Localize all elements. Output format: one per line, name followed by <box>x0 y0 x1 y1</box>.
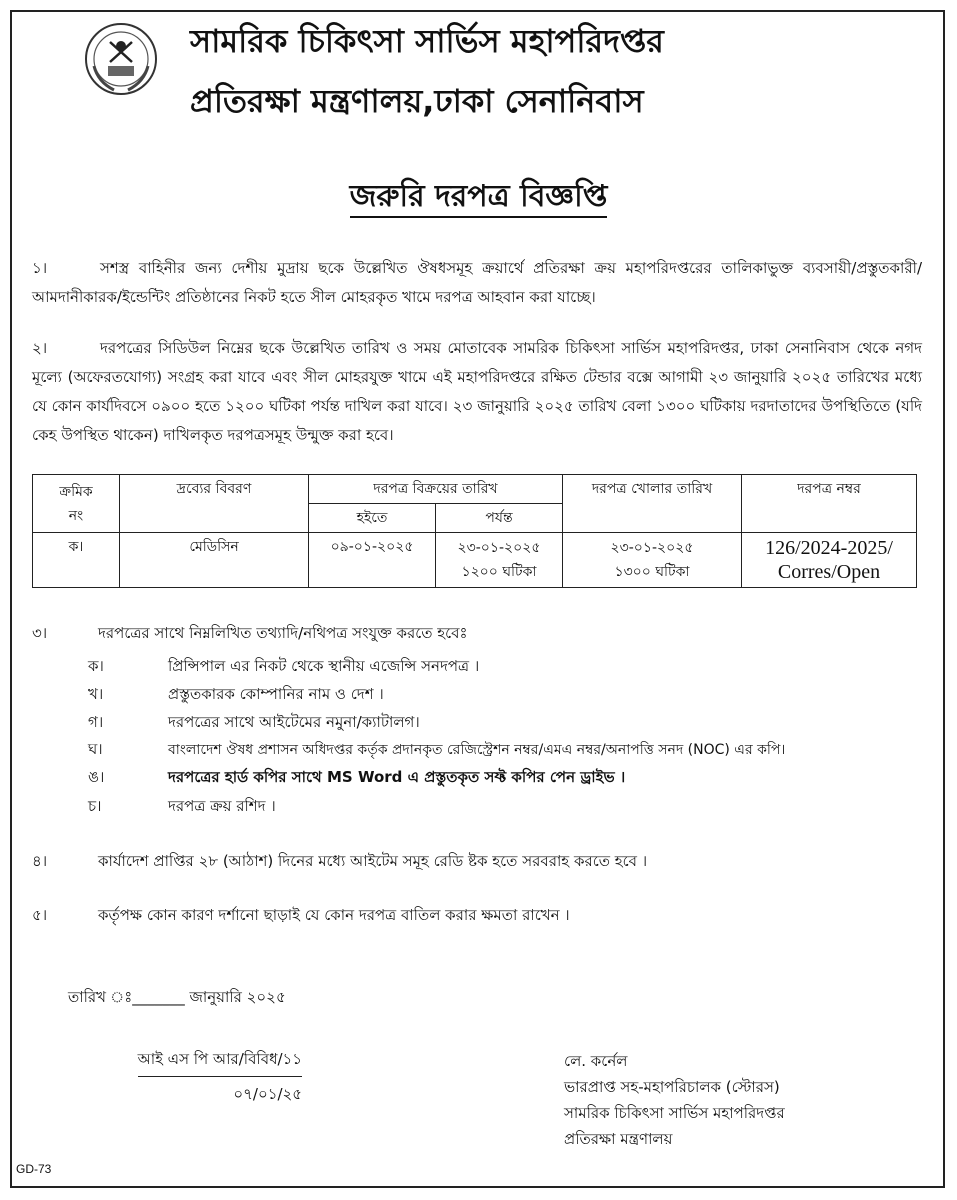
list-item-label: ঙ। <box>88 768 105 786</box>
section-text: কার্যাদেশ প্রাপ্তির ২৮ (আঠাশ) দিনের মধ্যে আইটেম সমূহ রেডি ষ্টক হতে সরবরাহ করতে হবে । <box>98 852 648 870</box>
cell-from: ০৯-০১-২০২৫ <box>309 533 436 588</box>
list-item-text: প্রিন্সিপাল এর নিকট থেকে স্থানীয় এজেন্সি সনদপত্র । <box>168 657 480 675</box>
reference-block <box>76 1048 302 1108</box>
reference-number: আই এস পি আর/বিবিধ/১১ <box>138 1048 302 1077</box>
tender-table <box>32 474 917 588</box>
cell-opening-date: ২৩-০১-২০২৫ <box>610 540 694 556</box>
section-number: ৩। <box>32 624 48 642</box>
list-item-label: ক। <box>88 657 104 675</box>
list-item-label: ঘ। <box>88 740 103 758</box>
list-item-text: দরপত্রের সাথে আইটেমের নমুনা/ক্যাটালগ। <box>168 713 420 731</box>
paragraph-text: সশস্ত্র বাহিনীর জন্য দেশীয় মুদ্রায় ছকে উল্লেখিত ঔষধসমূহ ক্রয়ার্থে প্রতিরক্ষা ক্রয় মহাপরিদপ্তরের তালিকাভুক্ত ব্যবসায়ী/প্রস্তুতকারী/আমদানীকারক/ইন্ডেন্টিং প্রতিষ্ঠানের নিকট হতে সীল মোহরকৃত খামে দরপত্র আহবান করা যাচ্ছে। <box>32 259 922 306</box>
paragraph-1 <box>32 254 922 312</box>
signatory-ministry: প্রতিরক্ষা মন্ত্রণালয় <box>564 1130 673 1148</box>
list-item-text: বাংলাদেশ ঔষধ প্রশাসন অধিদপ্তর কর্তৃক প্রদানকৃত রেজিস্ট্রেশন নম্বর/এমএ নম্বর/অনাপত্তি সনদ (NOC) এর কপি। <box>168 742 786 758</box>
header-from: হইতে <box>309 504 436 533</box>
table-row <box>33 533 917 588</box>
signatory-rank: লে. কর্নেল <box>564 1052 628 1070</box>
header-serial-line1: ক্রমিক <box>59 483 93 500</box>
header-serial <box>33 475 120 533</box>
paragraph-2 <box>32 334 922 450</box>
table-header-row <box>33 475 917 504</box>
cell-to-time: ১২০০ ঘটিকা <box>461 564 537 580</box>
section-3 <box>32 622 468 647</box>
list-item-label: খ। <box>88 685 104 703</box>
section-number: ৪। <box>32 852 48 870</box>
section-text: দরপত্রের সাথে নিম্নলিখিত তথ্যাদি/নথিপত্র সংযুক্ত করতে হবেঃ <box>98 624 468 642</box>
paragraph-number: ১। <box>32 259 48 277</box>
notice-title <box>0 172 957 223</box>
footer-code: GD-73 <box>16 1162 52 1176</box>
cell-serial: ক। <box>33 533 120 588</box>
organization-name: সামরিক চিকিৎসা সার্ভিস মহাপরিদপ্তর <box>190 22 664 60</box>
cell-opening-time: ১৩০০ ঘটিকা <box>614 564 690 580</box>
list-item <box>88 795 276 820</box>
cell-tender-no <box>742 533 917 588</box>
signatory-office: সামরিক চিকিৎসা সার্ভিস মহাপরিদপ্তর <box>564 1104 785 1122</box>
paragraph-text: দরপত্রের সিডিউল নিম্নের ছকে উল্লেখিত তারিখ ও সময় মোতাবেক সামরিক চিকিৎসা সার্ভিস মহাপরিদপ্তর, ঢাকা সেনানিবাস থেকে নগদ মূল্যে (অফেরতযোগ্য) সংগ্রহ করা যাবে এবং সীল মোহরযুক্ত খামে এই মহাপরিদপ্তরে রক্ষিত টেন্ডার বক্সে আগামী ২৩ জানুয়ারি ২০২৫ তারিখের মধ্যে যে কোন কার্যদিবসে ০৯০০ হতে ১২০০ ঘটিকা পর্যন্ত দাখিল করা যাবে। ২৩ জানুয়ারি ২০২৫ তারিখ বেলা ১৩০০ ঘটিকায় দরদাতাদের উপস্থিতিতে (যদি কেহ উপস্থিত থাকেন) দাখিলকৃত দরপত্রসমূহ উন্মুক্ত করা হবে। <box>32 339 922 444</box>
cell-opening <box>563 533 742 588</box>
cell-to-date: ২৩-০১-২০২৫ <box>457 540 541 556</box>
header-item: দ্রব্যের বিবরণ <box>120 475 309 533</box>
section-text: কর্তৃপক্ষ কোন কারণ দর্শানো ছাড়াই যে কোন দরপত্র বাতিল করার ক্ষমতা রাখেন । <box>98 906 570 924</box>
list-item <box>88 766 625 791</box>
section-4 <box>32 850 647 875</box>
cell-item: মেডিসিন <box>120 533 309 588</box>
list-item-text: দরপত্রের হার্ড কপির সাথে MS Word এ প্রস্তুতকৃত সফ্ট কপির পেন ড্রাইভ । <box>168 768 626 786</box>
paragraph-number: ২। <box>32 339 48 357</box>
signature-block <box>564 1048 785 1152</box>
header-serial-line2: নং <box>68 507 84 524</box>
list-item <box>88 655 479 680</box>
list-item-label: চ। <box>88 797 102 815</box>
notice-title-text: জরুরি দরপত্র বিজ্ঞপ্তি <box>350 179 608 218</box>
emblem-seal-icon <box>84 22 158 96</box>
list-item-label: গ। <box>88 713 104 731</box>
cell-to <box>436 533 563 588</box>
header-opening-date: দরপত্র খোলার তারিখ <box>563 475 742 533</box>
reference-date: ০৭/০১/২৫ <box>233 1085 302 1103</box>
list-item <box>88 711 420 736</box>
header-sale-date: দরপত্র বিক্রয়ের তারিখ <box>309 475 563 504</box>
list-item-text: দরপত্র ক্রয় রশিদ । <box>168 797 276 815</box>
date-line: তারিখ ঃ_______ জানুয়ারি ২০২৫ <box>68 988 286 1006</box>
list-item <box>88 738 785 763</box>
tender-no-line1: 126/2024-2025/ <box>765 537 893 559</box>
list-item <box>88 683 384 708</box>
section-5 <box>32 904 570 929</box>
ministry-location: প্রতিরক্ষা মন্ত্রণালয়,ঢাকা সেনানিবাস <box>190 82 644 120</box>
signatory-designation: ভারপ্রাপ্ত সহ-মহাপরিচালক (স্টোরস) <box>564 1078 780 1096</box>
tender-no-line2: Corres/Open <box>777 561 881 583</box>
header-to: পর্যন্ত <box>436 504 563 533</box>
list-item-text: প্রস্তুতকারক কোম্পানির নাম ও দেশ । <box>168 685 384 703</box>
header-tender-no: দরপত্র নম্বর <box>742 475 917 533</box>
section-number: ৫। <box>32 906 48 924</box>
